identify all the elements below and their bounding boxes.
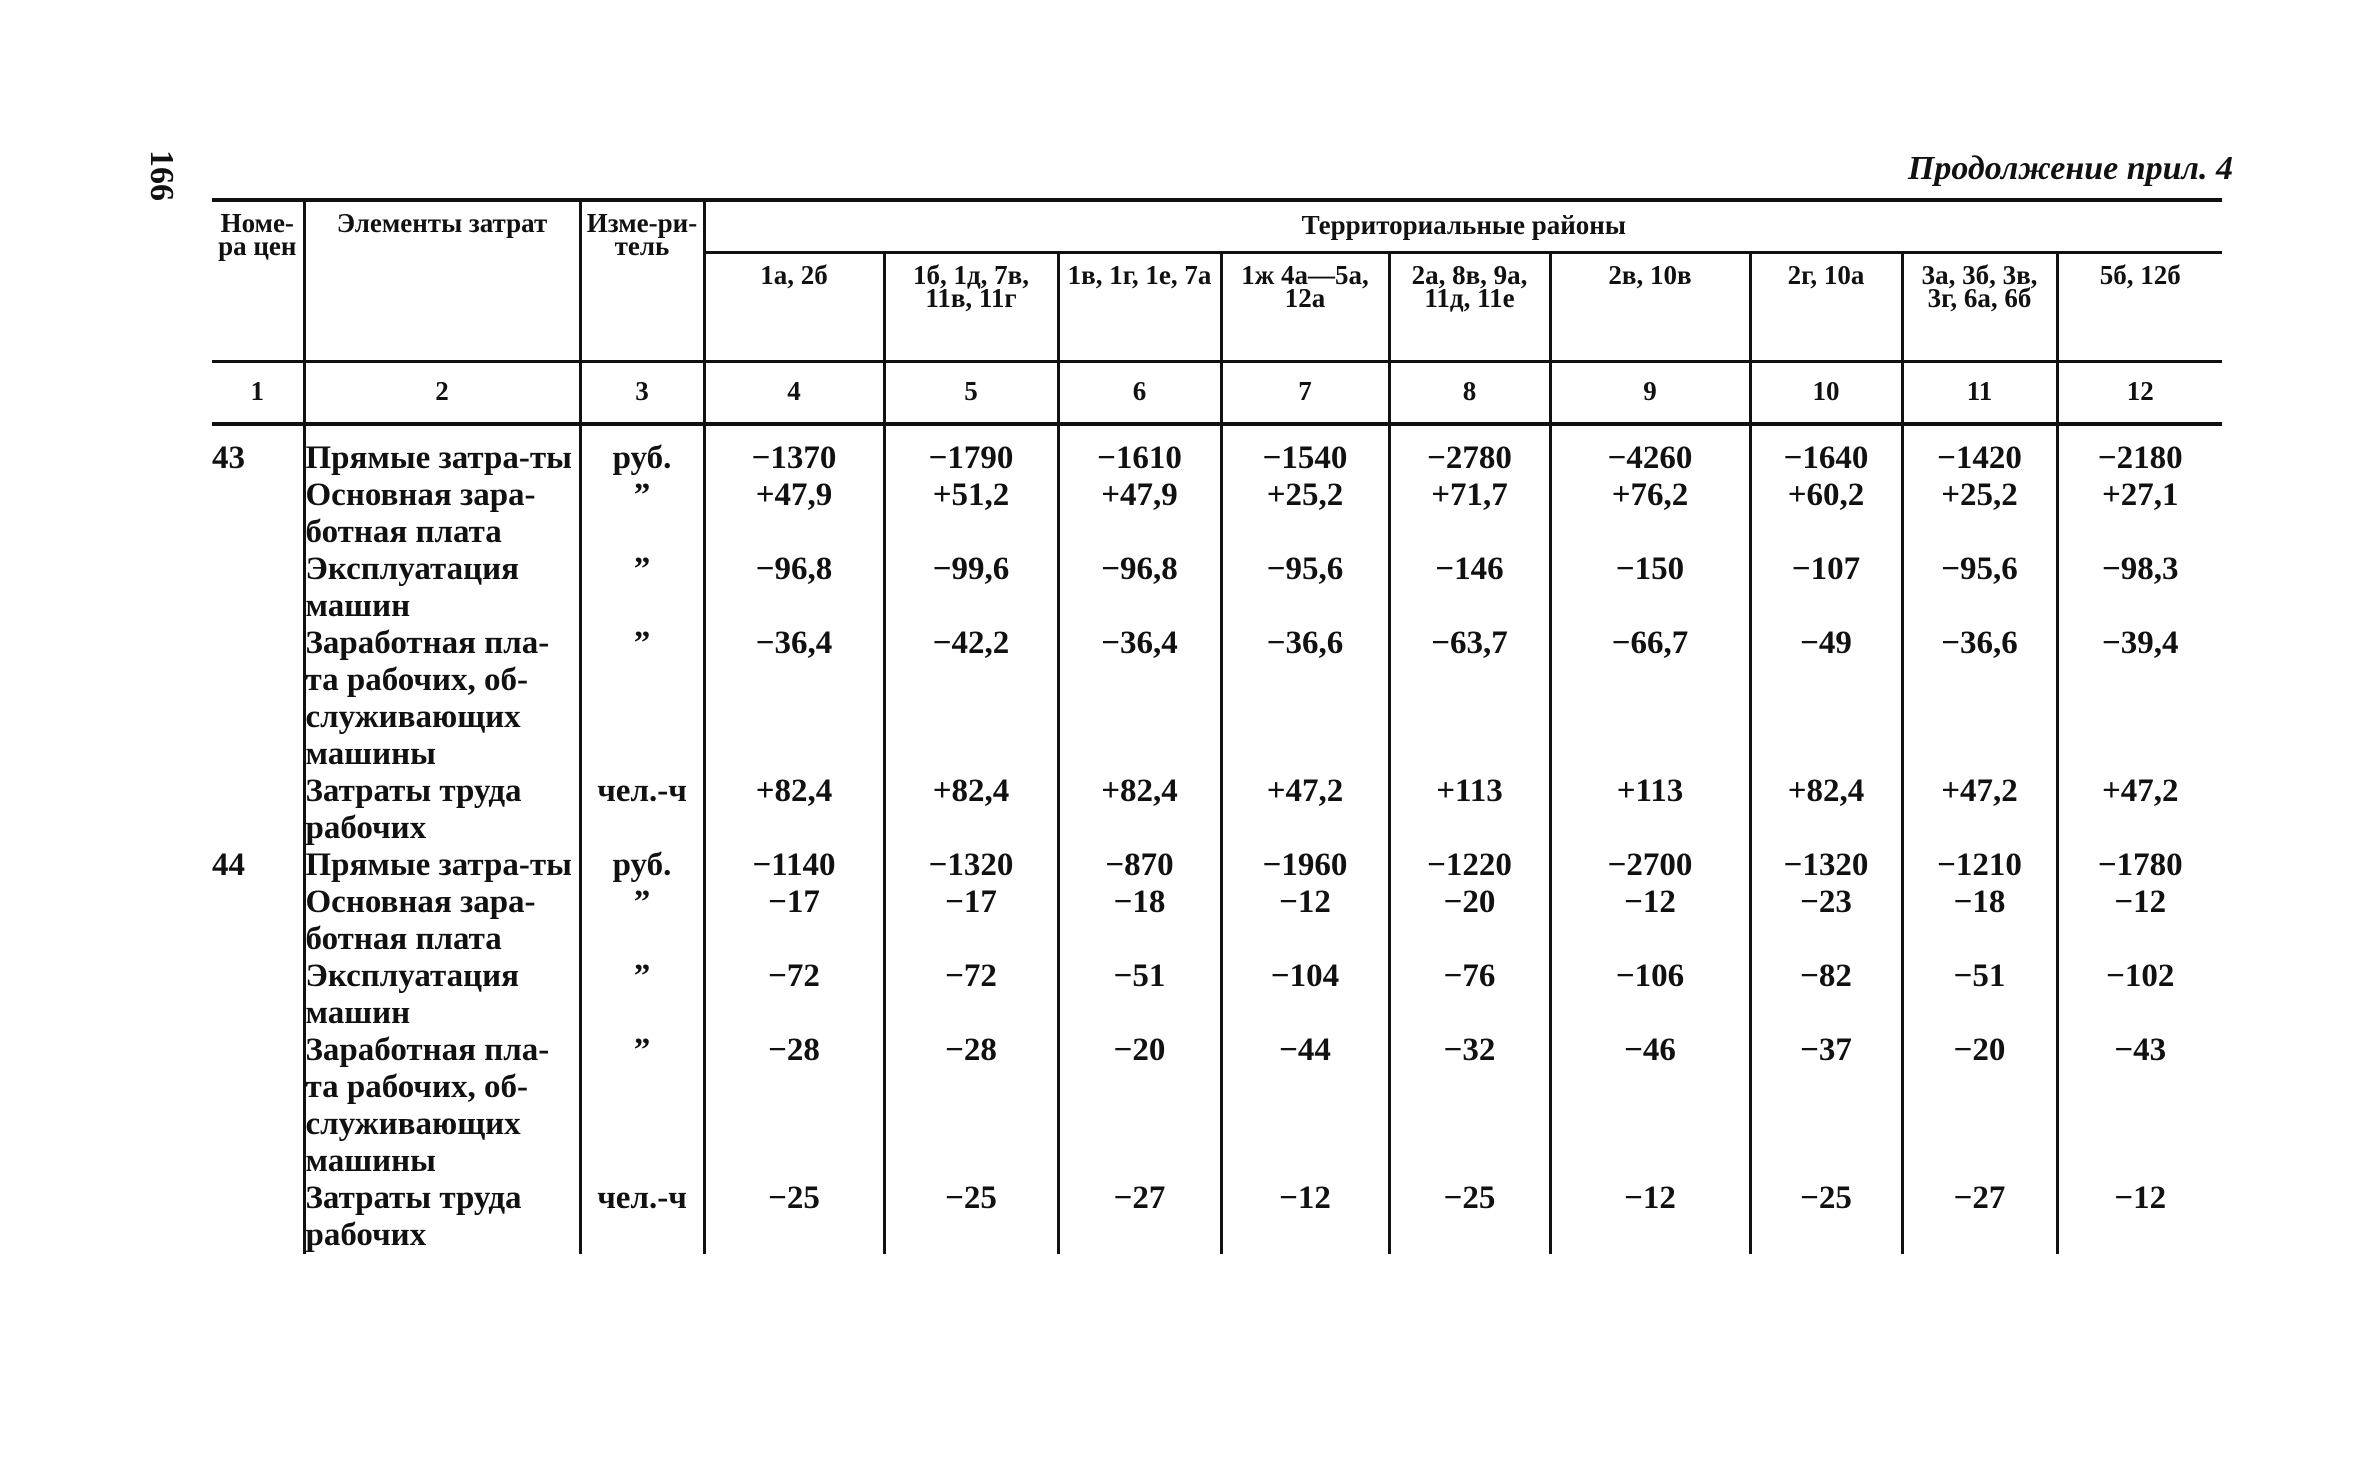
price-number-cell: 43 [212, 424, 304, 477]
table-row [212, 773, 2222, 847]
unit-cell: ” [580, 625, 704, 773]
table-row [212, 847, 2222, 884]
district-value-cell: −12 [1550, 1180, 1750, 1254]
district-value-cell: −43 [2057, 1032, 2222, 1180]
district-value-cell: +82,4 [704, 773, 884, 847]
district-value-cell: +47,2 [1902, 773, 2057, 847]
district-value-cell: +76,2 [1550, 477, 1750, 551]
district-value-cell: −1780 [2057, 847, 2222, 884]
table-row [212, 625, 2222, 773]
district-value-cell: −12 [2057, 884, 2222, 958]
header-district: 1в, 1г, 1е, 7а [1058, 253, 1221, 362]
district-value-cell: +82,4 [1750, 773, 1902, 847]
unit-cell: ” [580, 477, 704, 551]
district-value-cell: −51 [1058, 958, 1221, 1032]
district-value-cell: −1960 [1221, 847, 1389, 884]
district-value-cell: −104 [1221, 958, 1389, 1032]
header-unit: Изме-ри-тель [580, 200, 704, 362]
column-number-row [212, 362, 2222, 425]
district-value-cell: −1210 [1902, 847, 2057, 884]
cost-element-cell: Затраты труда рабочих [304, 1180, 580, 1254]
column-number: 10 [1750, 362, 1902, 425]
district-value-cell: −28 [704, 1032, 884, 1180]
district-value-cell: −17 [884, 884, 1058, 958]
district-value-cell: −2780 [1389, 424, 1550, 477]
district-value-cell: −18 [1902, 884, 2057, 958]
district-value-cell: −20 [1058, 1032, 1221, 1180]
district-value-cell: −99,6 [884, 551, 1058, 625]
price-number-cell [212, 773, 304, 847]
district-value-cell: −1420 [1902, 424, 2057, 477]
table-row [212, 424, 2222, 477]
district-value-cell: −36,6 [1902, 625, 2057, 773]
district-value-cell: −96,8 [704, 551, 884, 625]
continuation-label: Продолжение прил. 4 [1907, 150, 2233, 187]
price-number-cell [212, 1180, 304, 1254]
district-value-cell: −39,4 [2057, 625, 2222, 773]
district-value-cell: −20 [1389, 884, 1550, 958]
unit-cell: руб. [580, 847, 704, 884]
header-district: 3а, 3б, 3в, 3г, 6а, 6б [1902, 253, 2057, 362]
price-number-cell [212, 625, 304, 773]
unit-cell: руб. [580, 424, 704, 477]
district-value-cell: −25 [1750, 1180, 1902, 1254]
district-value-cell: −37 [1750, 1032, 1902, 1180]
cost-element-cell: Эксплуатация машин [304, 958, 580, 1032]
district-value-cell: −72 [704, 958, 884, 1032]
district-value-cell: −82 [1750, 958, 1902, 1032]
table-row [212, 551, 2222, 625]
price-number-cell [212, 958, 304, 1032]
column-number: 7 [1221, 362, 1389, 425]
district-value-cell: −106 [1550, 958, 1750, 1032]
unit-cell: ” [580, 1032, 704, 1180]
price-number-cell [212, 884, 304, 958]
district-value-cell: −1370 [704, 424, 884, 477]
price-number-cell: 44 [212, 847, 304, 884]
table-row [212, 958, 2222, 1032]
price-number-cell [212, 551, 304, 625]
cost-element-cell: Заработная пла-та рабочих, об-служивающих машины [304, 1032, 580, 1180]
cost-element-cell: Прямые затра-ты [304, 424, 580, 477]
district-value-cell: −46 [1550, 1032, 1750, 1180]
cost-element-cell: Основная зара-ботная плата [304, 477, 580, 551]
district-value-cell: +82,4 [1058, 773, 1221, 847]
unit-cell: ” [580, 884, 704, 958]
header-district: 5б, 12б [2057, 253, 2222, 362]
district-value-cell: −1540 [1221, 424, 1389, 477]
district-value-cell: +113 [1550, 773, 1750, 847]
district-value-cell: −18 [1058, 884, 1221, 958]
district-value-cell: −49 [1750, 625, 1902, 773]
district-value-cell: −1140 [704, 847, 884, 884]
page-number: 166 [143, 150, 180, 201]
unit-cell: ” [580, 958, 704, 1032]
district-value-cell: −12 [2057, 1180, 2222, 1254]
district-value-cell: −36,4 [1058, 625, 1221, 773]
district-value-cell: +47,9 [1058, 477, 1221, 551]
district-value-cell: −23 [1750, 884, 1902, 958]
district-value-cell: −107 [1750, 551, 1902, 625]
table-body [212, 424, 2222, 1254]
district-value-cell: −870 [1058, 847, 1221, 884]
district-value-cell: −12 [1221, 884, 1389, 958]
district-value-cell: −72 [884, 958, 1058, 1032]
column-number: 9 [1550, 362, 1750, 425]
cost-element-cell: Эксплуатация машин [304, 551, 580, 625]
cost-element-cell: Затраты труда рабочих [304, 773, 580, 847]
district-value-cell: −96,8 [1058, 551, 1221, 625]
column-number: 1 [212, 362, 304, 425]
cost-table-container [212, 198, 2222, 1254]
unit-cell: чел.-ч [580, 1180, 704, 1254]
district-value-cell: −51 [1902, 958, 2057, 1032]
district-value-cell: −102 [2057, 958, 2222, 1032]
district-value-cell: −1640 [1750, 424, 1902, 477]
district-value-cell: −28 [884, 1032, 1058, 1180]
district-value-cell: +60,2 [1750, 477, 1902, 551]
district-value-cell: −12 [1550, 884, 1750, 958]
column-number: 3 [580, 362, 704, 425]
header-district: 2г, 10а [1750, 253, 1902, 362]
district-value-cell: +47,9 [704, 477, 884, 551]
unit-cell: чел.-ч [580, 773, 704, 847]
district-value-cell: −32 [1389, 1032, 1550, 1180]
district-value-cell: −1320 [884, 847, 1058, 884]
cost-element-cell: Заработная пла-та рабочих, об-служивающих машины [304, 625, 580, 773]
table-row [212, 884, 2222, 958]
column-number: 8 [1389, 362, 1550, 425]
district-value-cell: −36,4 [704, 625, 884, 773]
header-district: 2в, 10в [1550, 253, 1750, 362]
price-number-cell [212, 477, 304, 551]
district-value-cell: −150 [1550, 551, 1750, 625]
price-number-cell [212, 1032, 304, 1180]
district-value-cell: −95,6 [1902, 551, 2057, 625]
district-value-cell: −63,7 [1389, 625, 1550, 773]
district-value-cell: −27 [1902, 1180, 2057, 1254]
table-row [212, 1180, 2222, 1254]
district-value-cell: +25,2 [1902, 477, 2057, 551]
table-row [212, 477, 2222, 551]
cost-element-cell: Основная зара-ботная плата [304, 884, 580, 958]
district-value-cell: −1320 [1750, 847, 1902, 884]
district-value-cell: +47,2 [1221, 773, 1389, 847]
cost-table [212, 198, 2222, 1254]
district-value-cell: −25 [1389, 1180, 1550, 1254]
district-value-cell: −95,6 [1221, 551, 1389, 625]
district-value-cell: −25 [704, 1180, 884, 1254]
column-number: 4 [704, 362, 884, 425]
column-number: 2 [304, 362, 580, 425]
header-price-number: Номе-ра цен [212, 200, 304, 362]
district-value-cell: +113 [1389, 773, 1550, 847]
district-value-cell: −42,2 [884, 625, 1058, 773]
column-number: 6 [1058, 362, 1221, 425]
district-value-cell: −4260 [1550, 424, 1750, 477]
district-value-cell: +47,2 [2057, 773, 2222, 847]
district-value-cell: −2180 [2057, 424, 2222, 477]
district-value-cell: +51,2 [884, 477, 1058, 551]
district-value-cell: −25 [884, 1180, 1058, 1254]
district-value-cell: −12 [1221, 1180, 1389, 1254]
district-value-cell: −36,6 [1221, 625, 1389, 773]
district-value-cell: −17 [704, 884, 884, 958]
cost-element-cell: Прямые затра-ты [304, 847, 580, 884]
district-value-cell: −1790 [884, 424, 1058, 477]
header-district: 1а, 2б [704, 253, 884, 362]
district-value-cell: −76 [1389, 958, 1550, 1032]
header-district: 1ж 4а—5а, 12а [1221, 253, 1389, 362]
header-territorial-districts: Территориальные районы [704, 200, 2222, 253]
district-value-cell: −1610 [1058, 424, 1221, 477]
district-value-cell: −1220 [1389, 847, 1550, 884]
district-value-cell: +27,1 [2057, 477, 2222, 551]
header-cost-elements: Элементы затрат [304, 200, 580, 362]
district-value-cell: +82,4 [884, 773, 1058, 847]
column-number: 12 [2057, 362, 2222, 425]
table-row [212, 1032, 2222, 1180]
district-value-cell: −2700 [1550, 847, 1750, 884]
district-value-cell: −146 [1389, 551, 1550, 625]
district-value-cell: −98,3 [2057, 551, 2222, 625]
header-district: 2а, 8в, 9а, 11д, 11е [1389, 253, 1550, 362]
district-value-cell: +25,2 [1221, 477, 1389, 551]
district-value-cell: −66,7 [1550, 625, 1750, 773]
district-value-cell: −27 [1058, 1180, 1221, 1254]
column-number: 11 [1902, 362, 2057, 425]
district-value-cell: −20 [1902, 1032, 2057, 1180]
district-value-cell: −44 [1221, 1032, 1389, 1180]
district-value-cell: +71,7 [1389, 477, 1550, 551]
header-district: 1б, 1д, 7в, 11в, 11г [884, 253, 1058, 362]
column-number: 5 [884, 362, 1058, 425]
unit-cell: ” [580, 551, 704, 625]
